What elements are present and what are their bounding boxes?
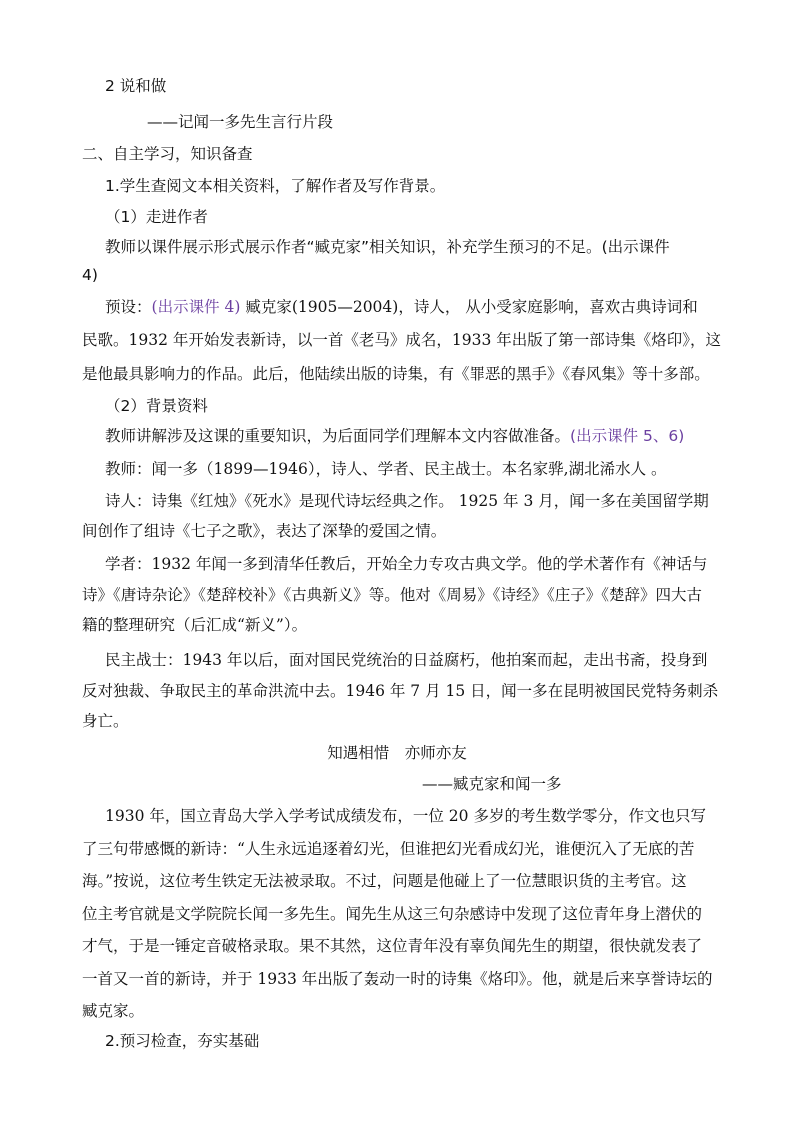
- background-courseware: (出示课件 5、6): [570, 427, 685, 445]
- teacher-intro-text: 教师以课件展示形式展示作者“臧克家”相关知识，补充学生预习的不足。: [105, 238, 602, 256]
- sub1-heading: （1）走进作者: [105, 208, 208, 226]
- story-subtitle: ——臧克家和闻一多: [422, 775, 562, 793]
- scholar-line1: 学者：1932 年闻一多到清华任教后，开始全力专攻古典文学。他的学术著作有《神话与: [105, 555, 708, 573]
- step1-heading: 1.学生查阅文本相关资料，了解作者及写作背景。: [105, 177, 446, 195]
- story-line: 海。”按说，这位考生铁定无法被录取。不过，问题是他碰上了一位慧眼识货的主考官。这: [82, 872, 687, 890]
- background-intro-text: 教师讲解涉及这课的重要知识，为后面同学们理解本文内容做准备。: [105, 427, 571, 445]
- background-intro: [105, 426, 684, 446]
- story-line: 位主考官就是文学院院长闻一多先生。闻先生从这三句杂感诗中发现了这位青年身上潜伏的: [82, 905, 703, 923]
- story-line: 了三句带感慨的新诗：“人生永远追逐着幻光，但谁把幻光看成幻光，谁便沉入了无底的苦: [82, 840, 695, 858]
- fighter-line2: 反对独裁、争取民主的革命洪流中去。1946 年 7 月 15 日，闻一多在昆明被国民党特务刺杀: [82, 682, 719, 700]
- preset-line2: 民歌。1932 年开始发表新诗，以一首《老马》成名，1933 年出版了第一部诗集《烙印》，这: [82, 331, 721, 349]
- poet-line1: 诗人：诗集《红烛》《死水》是现代诗坛经典之作。 1925 年 3 月，闻一多在美国留学期: [105, 492, 709, 510]
- scholar-line2: 诗》《唐诗杂论》《楚辞校补》《古典新义》等。他对《周易》《诗经》《庄子》《楚辞》四大古: [82, 586, 703, 604]
- story-line: 1930 年，国立青岛大学入学考试成绩发布，一位 20 多岁的考生数学零分，作文也只写: [105, 807, 706, 825]
- sub2-heading: （2）背景资料: [105, 397, 208, 415]
- story-title: 知遇相惜 亦师亦友: [327, 744, 467, 762]
- story-line: 才气，于是一锤定音破格录取。果不其然，这位青年没有辜负闻先生的期望，很快就发表了: [82, 937, 703, 955]
- scholar-line3: 籍的整理研究（后汇成“新义”）。: [82, 616, 308, 634]
- section-heading: 二、自主学习，知识备查: [82, 145, 253, 163]
- preset-courseware: (出示课件 4): [151, 298, 241, 316]
- teacher-intro-line1: [105, 237, 670, 257]
- preset-line3: 是他最具影响力的作品。此后，他陆续出版的诗集，有《罪恶的黑手》《春风集》等十多部。: [82, 365, 710, 383]
- teacher-line: 教师：闻一多（1899—1946），诗人、学者、民主战士。本名家骅,湖北浠水人 。: [105, 460, 667, 478]
- teacher-intro-line2: 4): [82, 266, 98, 284]
- step2-heading: 2.预习检查，夯实基础: [105, 1032, 260, 1050]
- fighter-line1: 民主战士：1943 年以后，面对国民党统治的日益腐朽，他拍案而起，走出书斋，投身到: [105, 651, 708, 669]
- courseware-ref: (出示课件: [601, 238, 670, 256]
- lesson-subtitle: ——记闻一多先生言行片段: [147, 113, 334, 131]
- preset-text: 臧克家(1905—2004)，诗人， 从小受家庭影响，喜欢古典诗词和: [240, 298, 698, 316]
- preset-label: 预设：: [105, 298, 152, 316]
- poet-line2: 间创作了组诗《七子之歌》，表达了深挚的爱国之情。: [82, 522, 447, 540]
- story-line: 臧克家。: [82, 1002, 145, 1020]
- fighter-line3: 身亡。: [82, 712, 129, 730]
- story-line: 一首又一首的新诗，并于 1933 年出版了轰动一时的诗集《烙印》。他，就是后来享誉诗坛的: [82, 970, 713, 988]
- preset-line1: [105, 297, 698, 317]
- lesson-title: 2 说和做: [105, 77, 167, 95]
